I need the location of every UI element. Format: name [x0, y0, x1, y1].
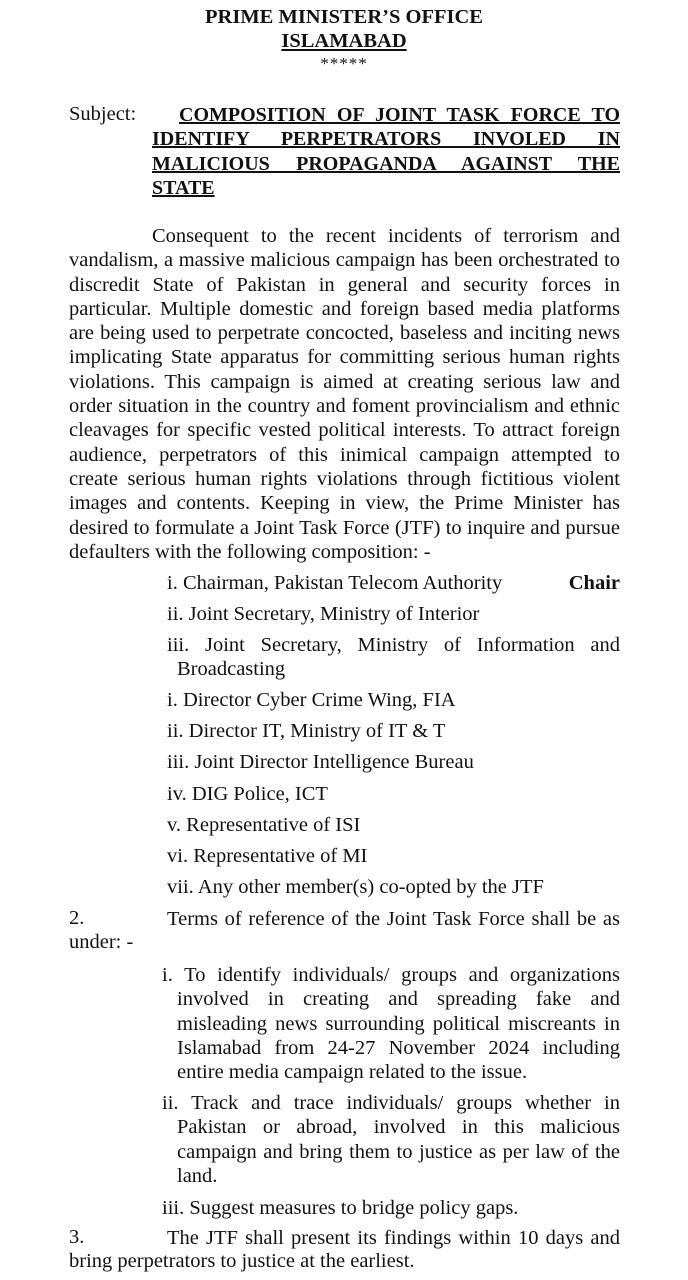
- office-title: PRIME MINISTER’S OFFICE: [205, 6, 483, 28]
- header-separator: *****: [320, 54, 368, 73]
- paragraph-2-continuation: under: -: [69, 931, 134, 953]
- composition-item: iv. DIG Police, ICT: [167, 783, 328, 805]
- paragraph-2-number: 2.: [69, 907, 85, 929]
- composition-item: vii. Any other member(s) co-opted by the JTF: [167, 876, 544, 898]
- composition-item: ii. Joint Secretary, Ministry of Interior: [167, 603, 480, 625]
- subject-label: Subject:: [69, 103, 137, 125]
- composition-item-text: i. Chairman, Pakistan Telecom Authority: [167, 572, 503, 594]
- paragraph-3-number: 3.: [69, 1226, 85, 1248]
- subject-text: COMPOSITION OF JOINT TASK FORCE TO IDENTIFY PERPETRATORS INVOLED IN MALICIOUS PROPAGANDA AGAINST THE STATE: [152, 104, 620, 199]
- paragraph-1: Consequent to the recent incidents of terrorism and vandalism, a massive malicious campaign has been orchestrated to discredit State of Pakistan in general and security forces in particular. Multiple domestic and foreign based media platforms are being used to perpetrate concocted, baseless and inciting news implicating State apparatus for committing serious human rights violations. This campaign is aimed at creating serious law and order situation in the country and foment provincialism and ethnic cleavages for specific vested political interests. To attract foreign audience, perpetrators of this inimical campaign attempted to create serious human rights violations through fictitious violent images and contents. Keeping in view, the Prime Minister has desired to formulate a Joint Task Force (JTF) to inquire and pursue defaulters with the following composition: -: [69, 225, 620, 563]
- composition-item: v. Representative of ISI: [167, 814, 361, 836]
- composition-item: vi. Representative of MI: [167, 845, 368, 867]
- paragraph-2-text: Terms of reference of the Joint Task Force shall be as: [167, 908, 620, 930]
- paragraph-3-text: The JTF shall present its findings within 10 days and: [167, 1227, 620, 1249]
- paragraph-3-continuation: bring perpetrators to justice at the earliest.: [69, 1250, 415, 1272]
- office-city: ISLAMABAD: [281, 30, 407, 52]
- composition-item: iii. Joint Director Intelligence Bureau: [167, 751, 474, 773]
- chair-role: Chair: [568, 572, 620, 594]
- composition-item: [167, 571, 620, 595]
- composition-item: iii. Joint Secretary, Ministry of Information and Broadcasting: [167, 634, 620, 681]
- tor-item: iii. Suggest measures to bridge policy gaps.: [162, 1197, 519, 1219]
- composition-item: ii. Director IT, Ministry of IT & T: [167, 720, 446, 742]
- tor-item: ii. Track and trace individuals/ groups whether in Pakistan or abroad, involved in this malicious campaign and bring them to justice as per law of the land.: [162, 1092, 620, 1187]
- tor-item: i. To identify individuals/ groups and organizations involved in creating and spreading fake and misleading news surrounding political miscreants in Islamabad from 24-27 November 2024 including entire media campaign related to the issue.: [162, 964, 620, 1084]
- composition-item: i. Director Cyber Crime Wing, FIA: [167, 689, 456, 711]
